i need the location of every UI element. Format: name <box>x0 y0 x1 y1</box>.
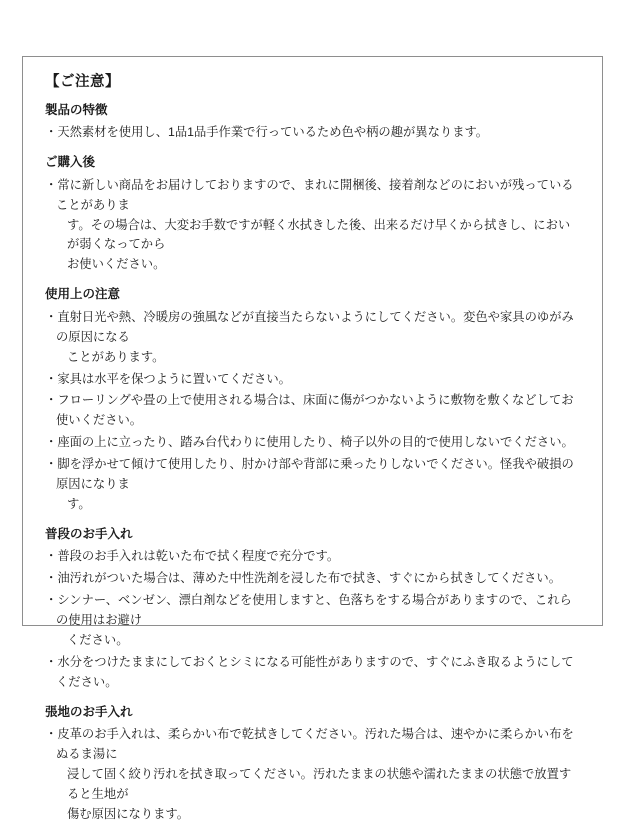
bullet-mark: ・ <box>45 309 58 324</box>
notice-item-line: 普段のお手入れは乾いた布で拭く程度で充分です。 <box>57 549 340 564</box>
notice-item-line: す。その場合は、大変お手数ですが軽く水拭きした後、出来るだけ早くから拭きし、においが弱くなってから <box>67 217 571 252</box>
notice-item-line: す。 <box>67 496 91 511</box>
notice-item-line: 水分をつけたままにしておくとシミになる可能性がありますので、すぐにふき取るようにしてください。 <box>56 654 574 689</box>
notice-item-line: 常に新しい商品をお届けしておりますので、まれに開梱後、接着剤などのにおいが残っていることがありま <box>56 177 574 212</box>
notice-box <box>22 56 603 821</box>
bullet-mark: ・ <box>45 435 58 450</box>
notice-item-line: お使いください。 <box>67 257 166 272</box>
bullet-mark: ・ <box>45 125 58 140</box>
notice-item-line: 座面の上に立ったり、踏み台代わりに使用したり、椅子以外の目的で使用しないでください。 <box>57 435 574 450</box>
notice-item-line: ください。 <box>67 632 129 647</box>
notice-item <box>45 391 582 431</box>
bullet-mark: ・ <box>45 571 58 586</box>
notice-section <box>45 102 582 143</box>
notice-item <box>45 176 582 276</box>
notice-section <box>45 526 582 693</box>
section-heading: 製品の特徴 <box>45 102 108 117</box>
notice-item-line: 皮革のお手入れは、柔らかい布で乾拭きしてください。汚れた場合は、速やかに柔らかい布をぬるま湯に <box>56 727 574 762</box>
notice-item <box>45 433 582 453</box>
notice-item <box>45 569 582 589</box>
section-heading: 普段のお手入れ <box>45 526 133 541</box>
notice-item <box>45 455 582 515</box>
bullet-mark: ・ <box>45 371 58 386</box>
notice-item-line: 油汚れがついた場合は、薄めた中性洗剤を浸した布で拭き、すぐにから拭きしてください。 <box>57 571 561 586</box>
notice-item <box>45 370 582 390</box>
notice-title: 【ご注意】 <box>45 74 120 90</box>
bullet-mark: ・ <box>45 654 58 669</box>
notice-item-line: フローリングや畳の上で使用される場合は、床面に傷がつかないように敷物を敷くなどしてお使いください。 <box>56 393 574 428</box>
section-heading: 張地のお手入れ <box>45 704 133 719</box>
notice-item <box>45 308 582 368</box>
notice-item <box>45 653 582 693</box>
notice-item-line: ことがあります。 <box>67 349 165 364</box>
bullet-mark: ・ <box>45 177 58 192</box>
bullet-mark: ・ <box>45 457 58 472</box>
notice-item <box>45 725 582 825</box>
notice-section <box>45 704 582 825</box>
bullet-mark: ・ <box>45 727 58 742</box>
bullet-mark: ・ <box>45 393 58 408</box>
bullet-mark: ・ <box>45 549 58 564</box>
notice-item <box>45 123 582 143</box>
notice-item <box>45 547 582 567</box>
notice-item-line: 脚を浮かせて傾けて使用したり、肘かけ部や背部に乗ったりしないでください。怪我や破損の原因になりま <box>56 457 574 492</box>
section-heading: 使用上の注意 <box>45 287 121 302</box>
bullet-mark: ・ <box>45 593 58 608</box>
notice-item-line: 直射日光や熱、冷暖房の強風などが直接当たらないようにしてください。変色や家具のゆがみの原因になる <box>56 309 574 344</box>
notice-item <box>45 591 582 651</box>
notice-item-line: 天然素材を使用し、1品1品手作業で行っているため色や柄の趣が異なります。 <box>57 125 489 140</box>
section-heading: ご購入後 <box>45 155 96 170</box>
notice-item-line: 浸して固く絞り汚れを拭き取ってください。汚れたままの状態や濡れたままの状態で放置すると生地が <box>67 767 572 801</box>
notice-sections <box>45 102 582 825</box>
notice-section <box>45 286 582 515</box>
notice-item-line: シンナー、ベンゼン、漂白剤などを使用しますと、色落ちをする場合がありますので、これらの使用はお避け <box>56 593 572 628</box>
notice-item-line: 家具は水平を保つように置いてください。 <box>57 371 291 386</box>
notice-section <box>45 154 582 275</box>
notice-item-line: 傷む原因になります。 <box>67 806 189 821</box>
